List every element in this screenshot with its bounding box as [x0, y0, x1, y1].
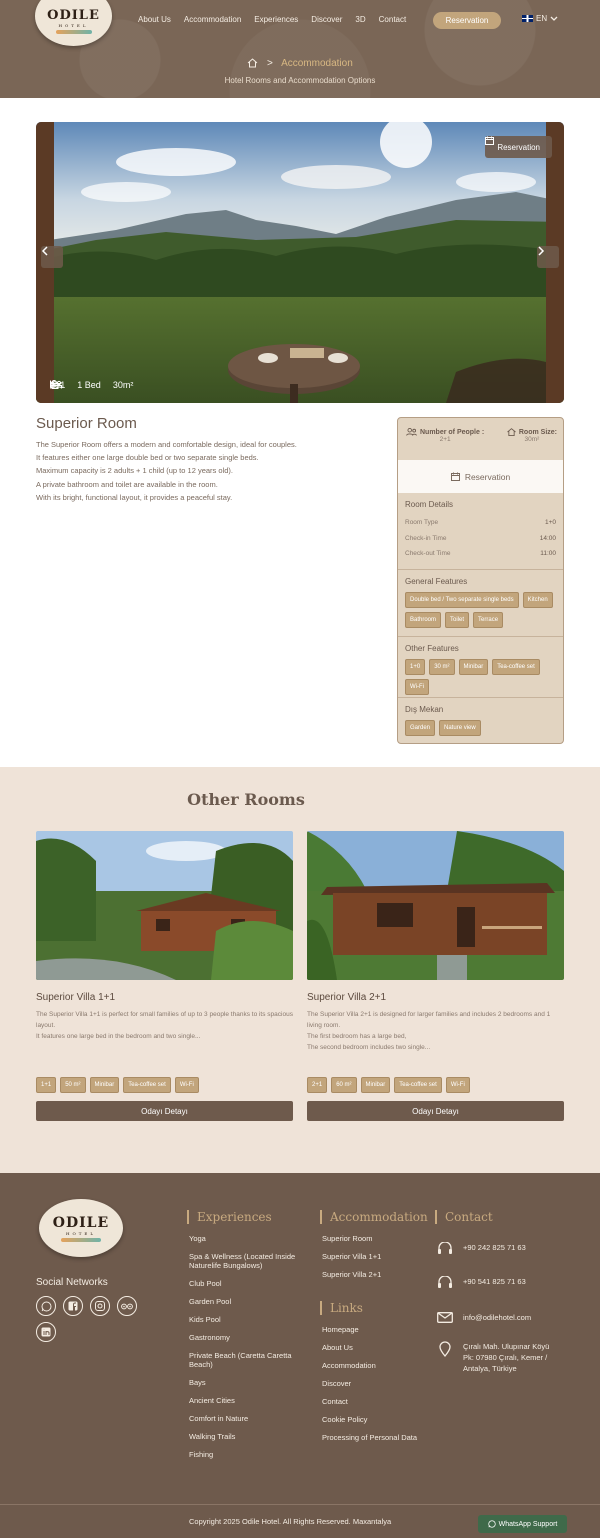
experiences-list	[189, 1234, 309, 1459]
footer-links	[322, 1301, 434, 1451]
nav-contact[interactable]: Contact	[378, 15, 407, 24]
footer-link[interactable]: Contact	[322, 1397, 348, 1406]
feature-tag: 30 m²	[429, 659, 454, 675]
mail-icon	[437, 1312, 453, 1323]
outdoor-title: Dış Mekan	[405, 705, 444, 714]
whatsapp-icon	[41, 1301, 52, 1312]
hero-stats	[50, 380, 133, 390]
footer-link[interactable]: About Us	[322, 1343, 353, 1352]
sidebar-reservation-button[interactable]	[398, 460, 563, 493]
language-label: EN	[536, 14, 548, 23]
tripadvisor-link[interactable]	[117, 1296, 137, 1316]
experiences-heading: Experiences	[187, 1210, 309, 1224]
sidebar-reservation-label: Reservation	[464, 471, 511, 482]
chevron-down-icon	[550, 16, 558, 22]
email: info@odilehotel.com	[463, 1313, 532, 1322]
villa-photo	[36, 831, 293, 980]
room-info-card	[397, 417, 564, 744]
room-card-title[interactable]: Superior Villa 1+1	[36, 992, 116, 1003]
room-details-title: Room Details	[405, 500, 454, 509]
accommodation-list	[322, 1234, 432, 1279]
room-description	[36, 438, 376, 504]
address-row[interactable]	[437, 1341, 567, 1374]
other-tags	[405, 659, 556, 695]
room-desc-line: The Superior Room offers a modern and comfortable design, ideal for couples.	[36, 440, 297, 449]
footer-logo-wave	[61, 1238, 101, 1242]
headset-icon	[437, 1276, 453, 1290]
copyright: Copyright 2025 Odile Hotel. All Rights Reserved. Maxantalya	[189, 1517, 392, 1526]
location-pin-icon	[439, 1341, 451, 1357]
email-row[interactable]	[437, 1312, 567, 1323]
outdoor-tags	[405, 720, 556, 736]
nav-discover[interactable]: Discover	[311, 15, 343, 24]
chevron-right-icon	[537, 246, 545, 256]
detail-value: 1+0	[544, 519, 556, 526]
people-summary-label: Number of People :	[420, 428, 485, 436]
feature-tag: Tea-coffee set	[394, 1077, 442, 1093]
detail-label: Check-in Time	[405, 534, 447, 542]
outdoor-section	[398, 698, 563, 741]
header-reservation-button[interactable]: Reservation	[433, 12, 501, 29]
feature-tag: Wi-Fi	[446, 1077, 470, 1093]
room-card-tags	[36, 1077, 293, 1093]
room-card-photo[interactable]	[307, 831, 564, 980]
footer-link[interactable]: Processing of Personal Data	[322, 1433, 418, 1442]
footer-accommodation	[322, 1210, 432, 1288]
nav-accommodation[interactable]: Accommodation	[183, 15, 242, 24]
detail-row	[405, 515, 556, 531]
room-desc-line: With its bright, functional layout, it provides a peaceful stay.	[36, 492, 233, 502]
other-rooms-title: Other Rooms	[187, 790, 305, 809]
feature-tag: Bathroom	[405, 612, 441, 628]
whatsapp-support-button[interactable]	[478, 1515, 567, 1533]
room-desc-line: Maximum capacity is 2 adults + 1 child (up to 12 years old).	[36, 466, 233, 476]
instagram-icon	[95, 1301, 105, 1311]
general-tags	[405, 592, 556, 628]
phone-row[interactable]	[437, 1276, 567, 1290]
detail-label: Check-out Time	[405, 550, 451, 557]
nav-experiences[interactable]: Experiences	[254, 15, 299, 24]
villa-photo	[307, 831, 564, 980]
feature-tag: 60 m²	[331, 1077, 356, 1093]
people-summary	[406, 428, 484, 460]
feature-tag: Terrace	[473, 612, 503, 628]
room-desc-line: It features either one large double bed or two separate single beds.	[36, 453, 259, 463]
whatsapp-link[interactable]	[36, 1296, 56, 1316]
footer-link[interactable]: Spa & Wellness (Located Inside Naturelife Bungalows)	[189, 1252, 296, 1270]
house-icon	[50, 380, 60, 389]
feature-tag: Minibar	[459, 659, 489, 675]
headset-icon	[437, 1242, 453, 1256]
nav-about-us[interactable]: About Us	[138, 15, 171, 24]
whatsapp-icon	[488, 1520, 496, 1528]
footer-experiences	[189, 1210, 309, 1468]
hero-reservation-button[interactable]	[485, 136, 552, 158]
room-card	[307, 831, 564, 1121]
nav-3d[interactable]: 3D	[355, 15, 366, 24]
footer-link[interactable]: Fishing	[189, 1450, 214, 1459]
footer-link[interactable]: Superior Villa 1+1	[322, 1252, 382, 1261]
people-summary-value: 2+1	[439, 436, 451, 443]
detail-row	[405, 531, 556, 547]
footer-contact	[437, 1210, 567, 1374]
detail-label: Room Type	[405, 519, 439, 526]
footer-logo-sub: HOTEL	[65, 1230, 96, 1236]
footer-link[interactable]: Club Pool	[189, 1279, 222, 1288]
footer-link[interactable]: Superior Villa 2+1	[322, 1270, 382, 1279]
tripadvisor-icon	[121, 1302, 133, 1310]
feature-tag: Wi-Fi	[175, 1077, 199, 1093]
footer-link[interactable]: Comfort in Nature	[189, 1414, 249, 1423]
main-nav	[138, 14, 419, 26]
feature-tag: Kitchen	[523, 592, 553, 608]
footer-divider	[0, 1504, 600, 1505]
feature-tag: Wi-Fi	[405, 679, 429, 695]
feature-tag: 1+1	[36, 1077, 56, 1093]
room-details-section	[398, 493, 563, 570]
chevron-left-icon	[41, 246, 49, 256]
detail-value: 11:00	[540, 550, 556, 557]
footer-link[interactable]: Superior Room	[322, 1234, 373, 1243]
room-photo	[36, 122, 564, 403]
hero-reservation-label: Reservation	[497, 142, 540, 152]
facebook-icon	[68, 1301, 78, 1311]
logo-wave	[56, 30, 92, 34]
feature-tag: 50 m²	[60, 1077, 85, 1093]
footer-link[interactable]: Homepage	[322, 1325, 359, 1334]
card-desc-line: It features one large bed in the bedroom and two single...	[36, 1033, 201, 1040]
room-card	[36, 831, 293, 1121]
hero-beds	[77, 380, 101, 390]
gallery-next-button[interactable]	[537, 246, 559, 268]
links-list	[322, 1325, 434, 1442]
links-heading: Links	[320, 1301, 434, 1315]
house-icon	[507, 428, 516, 436]
phone-1: +90 242 825 71 63	[463, 1243, 526, 1252]
footer-link[interactable]: Cookie Policy	[322, 1415, 368, 1424]
room-title: Superior Room	[36, 415, 137, 432]
general-features-title: General Features	[405, 577, 468, 586]
feature-tag: 1+0	[405, 659, 425, 675]
room-card-description	[36, 1009, 293, 1071]
home-icon[interactable]	[247, 58, 258, 68]
room-summary	[398, 418, 563, 460]
social-networks-title: Social Networks	[36, 1277, 108, 1288]
size-summary-label-row	[507, 428, 557, 436]
feature-tag: Minibar	[90, 1077, 120, 1093]
phone-row[interactable]	[437, 1242, 567, 1256]
footer-link[interactable]: Bays	[189, 1378, 206, 1387]
feature-tag: Tea-coffee set	[123, 1077, 171, 1093]
people-summary-label-row	[406, 428, 484, 436]
contact-heading: Contact	[435, 1210, 567, 1224]
hero-size	[113, 380, 134, 390]
size-summary-value: 30m²	[524, 436, 540, 443]
feature-tag: Toilet	[445, 612, 469, 628]
logo-sub: HOTEL	[58, 23, 89, 28]
linkedin-icon	[41, 1327, 51, 1337]
social-links	[36, 1296, 146, 1342]
room-card-title[interactable]: Superior Villa 2+1	[307, 992, 387, 1003]
hero-beds-value: 1 Bed	[77, 380, 101, 390]
breadcrumb-separator: >	[267, 58, 273, 69]
site-header	[0, 0, 600, 98]
room-gallery	[36, 122, 564, 403]
footer-link[interactable]: Yoga	[189, 1234, 206, 1243]
address: Çıralı Mah. Ulupınar Köyü Pk: 07980 Çıralı, Kemer / Antalya, Türkiye	[463, 1342, 550, 1373]
detail-value: 14:00	[539, 534, 556, 542]
room-detail-button[interactable]: Odayı Detayı	[307, 1101, 564, 1121]
feature-tag: 2+1	[307, 1077, 327, 1093]
page-subtitle: Hotel Rooms and Accommodation Options	[224, 76, 376, 85]
footer-link[interactable]: Discover	[322, 1379, 352, 1388]
footer-link[interactable]: Walking Trails	[189, 1432, 236, 1441]
other-features-section	[398, 637, 563, 698]
footer-link[interactable]: Ancient Cities	[189, 1396, 235, 1405]
logo-word: ODILE	[47, 8, 100, 23]
detail-row	[405, 546, 556, 562]
instagram-link[interactable]	[90, 1296, 110, 1316]
footer-link[interactable]: Kids Pool	[189, 1315, 221, 1324]
language-selector[interactable]	[522, 14, 558, 23]
general-features-section	[398, 570, 563, 637]
feature-tag: Double bed / Two separate single beds	[405, 592, 519, 608]
footer-link[interactable]: Private Beach (Caretta Caretta Beach)	[189, 1351, 292, 1369]
card-desc-line: The Superior Villa 2+1 is designed for larger families and includes 2 bedrooms and 1 living room.	[307, 1011, 551, 1029]
footer-logo-word: ODILE	[52, 1214, 110, 1231]
whatsapp-support-label: WhatsApp Support	[498, 1520, 558, 1528]
uk-flag-icon	[522, 15, 533, 22]
linkedin-link[interactable]	[36, 1322, 56, 1342]
hero-people-value: 2+1	[50, 380, 66, 390]
breadcrumb-current: Accommodation	[281, 58, 353, 69]
calendar-icon	[485, 136, 494, 145]
card-desc-line: The first bedroom has a large bed,	[307, 1033, 407, 1040]
other-features-title: Other Features	[405, 644, 459, 653]
gallery-prev-button[interactable]	[41, 246, 63, 268]
accommodation-heading: Accommodation	[320, 1210, 432, 1224]
hero-size-value: 30m²	[112, 380, 134, 390]
feature-tag: Minibar	[361, 1077, 391, 1093]
phone-2: +90 541 825 71 63	[463, 1277, 526, 1286]
calendar-icon	[451, 472, 460, 481]
footer-link[interactable]: Accommodation	[322, 1361, 376, 1370]
breadcrumb	[0, 58, 600, 69]
feature-tag: Nature view	[439, 720, 481, 736]
footer-link[interactable]: Garden Pool	[189, 1297, 232, 1306]
card-desc-line: The Superior Villa 1+1 is perfect for small families of up to 3 people thanks to its spacious layout.	[36, 1011, 293, 1029]
people-icon	[406, 428, 417, 436]
room-card-description	[307, 1009, 564, 1071]
room-desc-line: A private bathroom and toilet are available in the room.	[36, 479, 218, 489]
feature-tag: Tea-coffee set	[492, 659, 540, 675]
room-card-photo[interactable]	[36, 831, 293, 980]
feature-tag: Garden	[405, 720, 435, 736]
hotel-logo[interactable]	[35, 0, 112, 46]
size-summary-label: Room Size:	[518, 428, 557, 436]
footer-logo[interactable]	[39, 1199, 123, 1257]
room-detail-button[interactable]: Odayı Detayı	[36, 1101, 293, 1121]
site-footer	[0, 1173, 600, 1538]
room-card-tags	[307, 1077, 564, 1093]
facebook-link[interactable]	[63, 1296, 83, 1316]
footer-link[interactable]: Gastronomy	[189, 1333, 230, 1342]
size-summary	[507, 428, 557, 460]
card-desc-line: The second bedroom includes two single...	[307, 1044, 431, 1051]
